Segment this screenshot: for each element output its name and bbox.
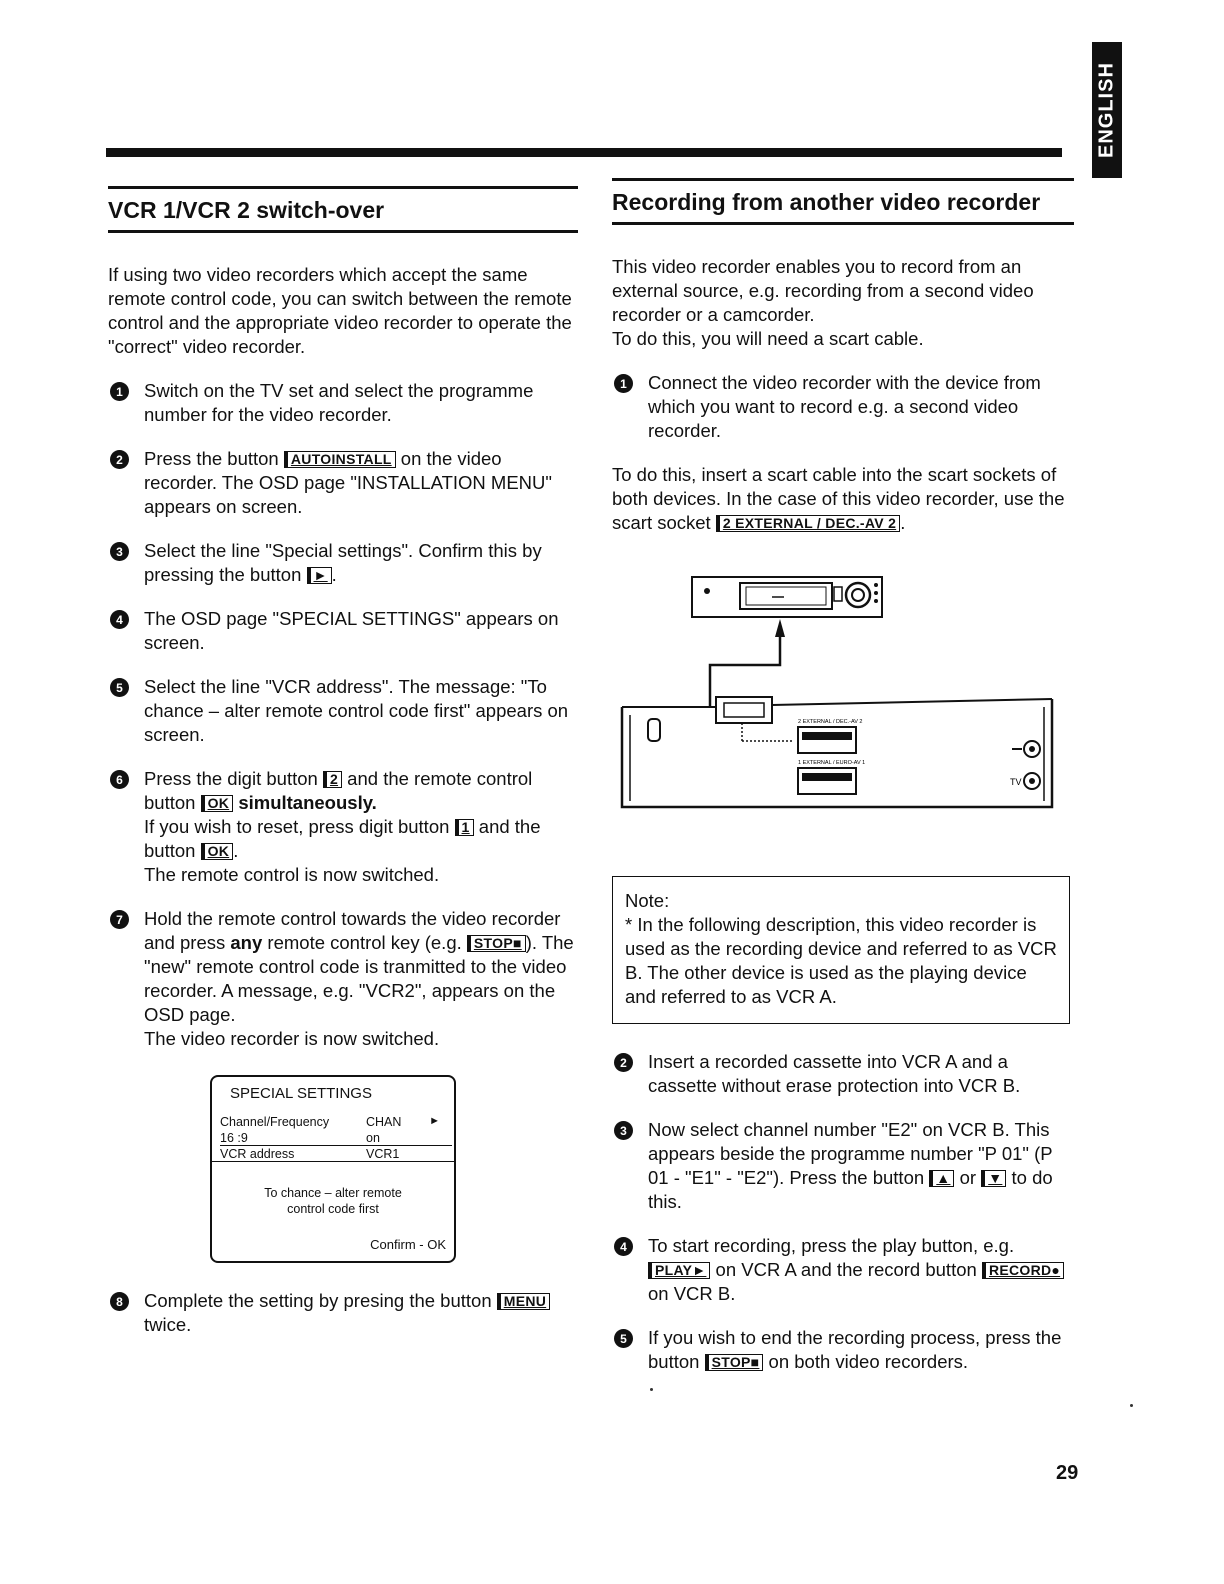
step-2 <box>612 1050 1074 1098</box>
step-4 <box>612 1234 1074 1306</box>
language-tab: ENGLISH <box>1092 42 1122 178</box>
step-text: on the video recorder. The OSD page "INSTALLATION MENU" appears on screen. <box>144 448 552 517</box>
step-text: Hold the remote control towards the video recorder and press <box>144 908 561 953</box>
digit-1-key: 1 <box>455 819 474 836</box>
socket-label-top: 2 EXTERNAL / DEC.-AV 2 <box>798 719 863 725</box>
up-key: ▲ <box>929 1170 954 1187</box>
paragraph-text: To do this, insert a scart cable into the scart sockets of both devices. In the case of this video recorder, use the scart socket <box>612 464 1065 533</box>
scart-socket-key: 2 EXTERNAL / DEC.-AV 2 <box>716 515 900 532</box>
second-vcr-illustration <box>692 577 882 617</box>
step-6 <box>108 767 578 887</box>
section-heading-recording: Recording from another video recorder <box>612 178 1074 225</box>
osd-message-line: To chance – alter remote <box>264 1186 402 1200</box>
osd-message <box>212 1185 454 1217</box>
osd-message-line: control code first <box>287 1202 379 1216</box>
intro-paragraph: If using two video recorders which accept the same remote control code, you can switch between the remote control and the appropriate video recorder to operate the "correct" video recorder. <box>108 264 572 357</box>
step-text: Select the line "Special settings". Confirm this by pressing the button <box>144 540 542 585</box>
osd-row-vcr-address <box>212 1147 454 1162</box>
step-text: twice. <box>144 1314 192 1335</box>
stray-dot <box>650 1388 653 1391</box>
step-number: 4 <box>110 610 129 629</box>
step-5 <box>612 1326 1074 1374</box>
right-column <box>612 178 1074 1374</box>
step-text: . <box>233 840 239 861</box>
step-text: The OSD page "SPECIAL SETTINGS" appears on screen. <box>144 608 559 653</box>
step-number: 7 <box>110 910 129 929</box>
step-text: on VCR A and the record button <box>710 1259 982 1280</box>
osd-special-settings-screen <box>210 1075 456 1263</box>
step-number: 5 <box>110 678 129 697</box>
step-text: and the remote control button <box>144 768 533 813</box>
step-text: or <box>954 1167 982 1188</box>
step-2 <box>108 447 578 519</box>
step-text: To start recording, press the play button, e.g. <box>648 1235 1015 1256</box>
step-text: Press the digit button <box>144 768 323 789</box>
step-text: The video recorder is now switched. <box>144 1028 440 1049</box>
osd-label: Channel/Frequency <box>220 1115 330 1129</box>
step-4 <box>108 607 578 655</box>
paragraph-text: . <box>900 512 906 533</box>
note-text: * In the following description, this video recorder is used as the recording device and referred to as VCR B. The other device is used as the playing device and referred to as VCR A. <box>625 914 1057 1007</box>
note-box <box>612 876 1070 1024</box>
step-text: to do this. <box>648 1167 1053 1212</box>
step-number: 2 <box>614 1053 633 1072</box>
step-text: ). The "new" remote control code is tranmitted to the video recorder. A message, e.g. "VCR2", appears on the OSD page. <box>144 932 574 1025</box>
step-number: 4 <box>614 1237 633 1256</box>
step-text: remote control key (e.g. <box>262 932 467 953</box>
digit-2-key: 2 <box>323 771 342 788</box>
intro-paragraph-2: To do this, you will need a scart cable. <box>612 328 924 349</box>
step-text: on both video recorders. <box>763 1351 969 1372</box>
stop-key: STOP■ <box>467 935 526 952</box>
step-number: 6 <box>110 770 129 789</box>
step-text: Connect the video recorder with the device from which you want to record e.g. a second video recorder. <box>648 372 1041 441</box>
step-number: 2 <box>110 450 129 469</box>
tv-symbol: TV <box>1010 777 1022 787</box>
step-text: on VCR B. <box>648 1283 736 1304</box>
osd-row-16-9 <box>220 1131 452 1146</box>
stop-key: STOP■ <box>705 1354 764 1371</box>
arrow-right-icon: ► <box>429 1115 440 1127</box>
left-column <box>108 186 578 1337</box>
osd-value: VCR1 <box>366 1147 400 1161</box>
scart-cable <box>710 619 785 723</box>
osd-value: CHAN <box>366 1115 402 1129</box>
step-text: Complete the setting by presing the button <box>144 1290 497 1311</box>
step-number: 1 <box>110 382 129 401</box>
step-text: The remote control is now switched. <box>144 864 440 885</box>
osd-value: on <box>366 1131 380 1145</box>
step-text: Switch on the TV set and select the programme number for the video recorder. <box>144 380 534 425</box>
step-number: 3 <box>110 542 129 561</box>
ok-key: OK <box>201 843 234 860</box>
emphasis-text: any <box>230 932 263 953</box>
step-number: 3 <box>614 1121 633 1140</box>
step-number: 1 <box>614 374 633 393</box>
osd-label: 16 :9 <box>220 1131 248 1145</box>
scart-paragraph <box>612 463 1074 535</box>
step-8 <box>108 1289 578 1337</box>
step-text: If you wish to reset, press digit button <box>144 816 455 837</box>
section-heading-vcr-switch: VCR 1/VCR 2 switch-over <box>108 186 578 233</box>
step-5 <box>108 675 578 747</box>
step-number: 8 <box>110 1292 129 1311</box>
step-text: If you wish to end the recording process, press the button <box>648 1327 1062 1372</box>
note-title: Note: <box>625 890 670 911</box>
ok-key: OK <box>201 795 234 812</box>
intro-paragraph: This video recorder enables you to record from an external source, e.g. recording from a second video recorder or a camcorder. <box>612 256 1034 325</box>
play-key: ► <box>307 567 332 584</box>
step-text: Press the button <box>144 448 284 469</box>
step-text: and the button <box>144 816 541 861</box>
menu-key: MENU <box>497 1293 550 1310</box>
scart-connection-diagram <box>612 557 1058 847</box>
emphasis-text: simultaneously. <box>233 792 377 813</box>
step-3 <box>108 539 578 587</box>
step-text: Insert a recorded cassette into VCR A and a cassette without erase protection into VCR B. <box>648 1051 1021 1096</box>
step-number: 5 <box>614 1329 633 1348</box>
osd-confirm: Confirm - OK <box>370 1237 446 1252</box>
record-key: RECORD● <box>982 1262 1064 1279</box>
step-text: Select the line "VCR address". The message: "To chance – alter remote control code first" appears on screen. <box>144 676 569 745</box>
step-text: Now select channel number "E2" on VCR B. This appears beside the programme number "P 01" (P 01 - "E1" - "E2"). Press the button <box>648 1119 1053 1188</box>
step-7 <box>108 907 578 1051</box>
step-1 <box>612 371 1074 443</box>
step-text: . <box>331 564 337 585</box>
top-rule <box>106 148 1062 157</box>
step-3 <box>612 1118 1074 1214</box>
stray-dot <box>1130 1404 1133 1407</box>
play-key: PLAY► <box>648 1262 710 1279</box>
socket-label-bottom: 1 EXTERNAL / EURO-AV 1 <box>798 760 866 766</box>
down-key: ▼ <box>981 1170 1006 1187</box>
osd-label: VCR address <box>220 1147 295 1161</box>
osd-title: SPECIAL SETTINGS <box>230 1085 372 1102</box>
step-1 <box>108 379 578 427</box>
autoinstall-key: AUTOINSTALL <box>284 451 396 468</box>
vcr-rear-panel <box>622 699 1052 807</box>
page-number: 29 <box>1056 1462 1079 1484</box>
